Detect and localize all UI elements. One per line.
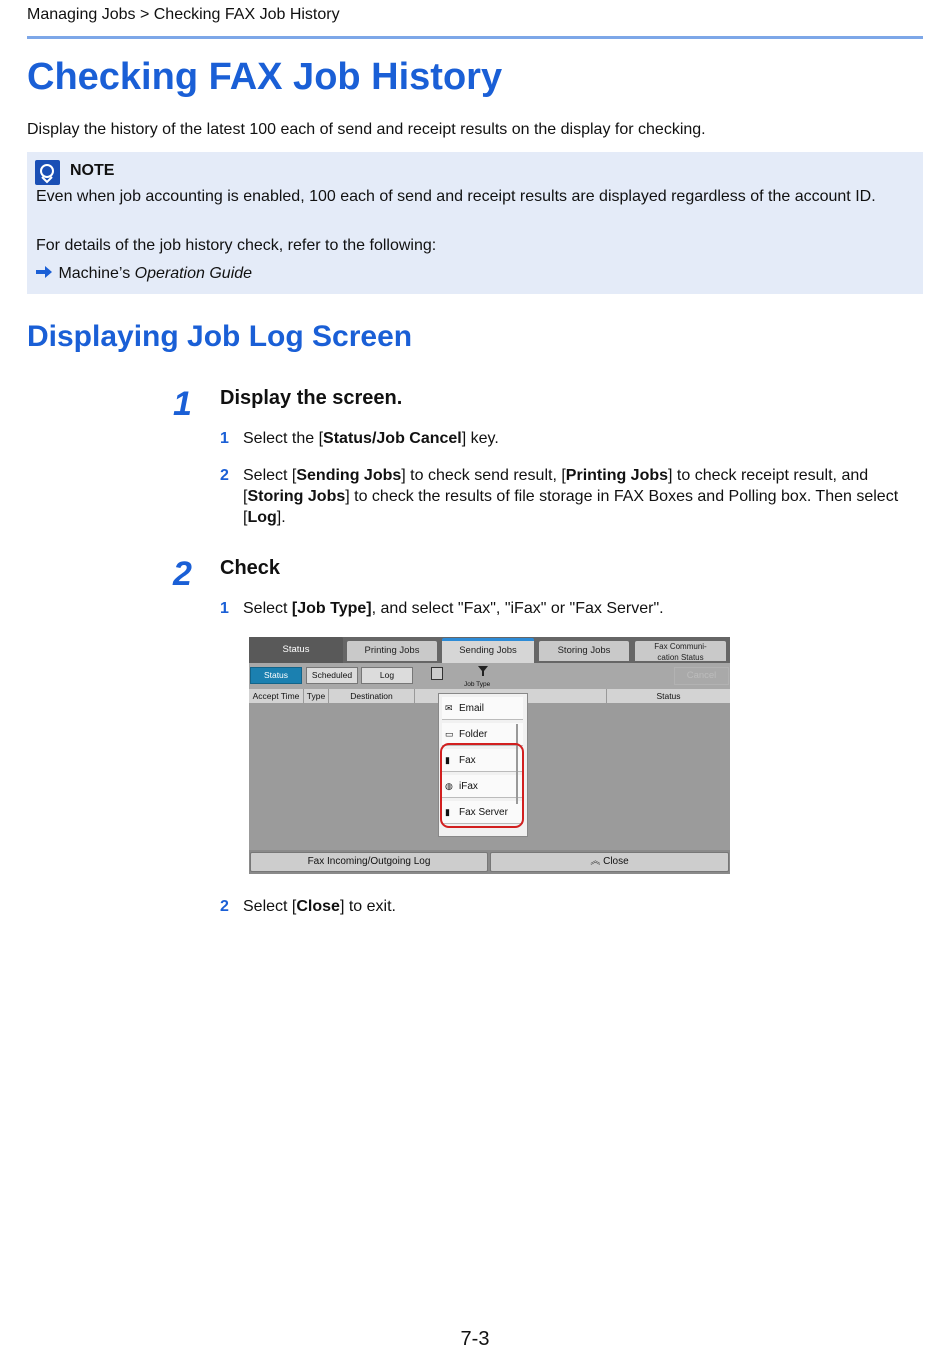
dropdown-item-ifax[interactable]: ◍ iFax [442, 775, 523, 798]
tab-storing-jobs[interactable]: Storing Jobs [539, 641, 629, 661]
highlight-outline [440, 743, 524, 828]
arrow-right-icon [36, 265, 54, 283]
note-reference: For details of the job history check, refer to the following: [36, 237, 437, 254]
step-number: 1 [173, 385, 192, 423]
status-button[interactable]: Status [250, 667, 302, 684]
list-icon[interactable] [431, 667, 443, 680]
intro-text: Display the history of the latest 100 each of send and receipt results on the display for checking. [27, 121, 706, 138]
column-status: Status [607, 689, 730, 703]
fax-log-button[interactable]: Fax Incoming/Outgoing Log [250, 852, 488, 872]
substep-number: 1 [220, 600, 229, 617]
bottom-bar [249, 850, 730, 874]
substep-text: Select [Close] to exit. [243, 898, 396, 915]
section-title: Displaying Job Log Screen [27, 320, 413, 353]
tab-printing-jobs[interactable]: Printing Jobs [347, 641, 437, 661]
chevron-up-icon: ︽ [590, 856, 604, 867]
step-number: 2 [173, 555, 192, 593]
column-accept-time: Accept Time [249, 689, 304, 703]
header-rule [27, 36, 923, 39]
tab-sending-jobs[interactable]: Sending Jobs [442, 638, 534, 664]
page-number: 7-3 [460, 1328, 490, 1350]
substep-text: Select [Sending Jobs] to check send result, [Printing Jobs] to check receipt result, and [Storing Jobs] to check the results of file storage in FAX Boxes and Polling box. Then select [Log]. [243, 467, 899, 526]
note-icon [35, 160, 60, 185]
note-heading: NOTE [70, 162, 115, 179]
fax-icon: ▮ [445, 755, 450, 765]
folder-icon: ▭ [445, 729, 454, 739]
link-title: Operation Guide [134, 265, 253, 282]
substep-number: 1 [220, 430, 229, 447]
step-title: Check [220, 557, 281, 579]
substep-number: 2 [220, 467, 229, 484]
cancel-button[interactable]: Cancel [674, 667, 729, 685]
dropdown-item-email[interactable]: ✉ Email [442, 697, 523, 720]
page-title: Checking FAX Job History [27, 56, 503, 98]
dropdown-item-folder[interactable]: ▭ Folder [442, 723, 523, 746]
breadcrumb: Managing Jobs > Checking FAX Job History [27, 6, 340, 23]
globe-icon: ◍ [445, 781, 453, 791]
substep-text: Select [Job Type], and select "Fax", "iFax" or "Fax Server". [243, 600, 664, 617]
column-destination: Destination [329, 689, 415, 703]
dropdown-item-fax[interactable]: ▮ Fax [442, 749, 523, 772]
link-prefix: Machine’s [58, 265, 135, 282]
substep-number: 2 [220, 898, 229, 915]
note-box [27, 152, 923, 294]
tab-fax-communication-status[interactable]: Fax Communi- cation Status [635, 641, 726, 661]
column-type: Type [304, 689, 329, 703]
reference-link[interactable] [36, 265, 252, 283]
tab-bar [249, 637, 730, 663]
close-button[interactable]: ︽ Close [490, 852, 729, 872]
job-log-screenshot [249, 637, 730, 874]
step-title: Display the screen. [220, 387, 403, 409]
fax-server-icon: ▮ [445, 807, 450, 817]
job-type-button[interactable]: Job Type [464, 681, 491, 688]
substep-text: Select the [Status/Job Cancel] key. [243, 430, 499, 447]
dropdown-item-fax-server[interactable]: ▮ Fax Server [442, 801, 523, 824]
log-button[interactable]: Log [361, 667, 413, 684]
tab-status[interactable]: Status [249, 637, 343, 663]
note-text: Even when job accounting is enabled, 100 each of send and receipt results are displayed regardless of the account ID. [36, 188, 876, 205]
scheduled-button[interactable]: Scheduled [306, 667, 358, 684]
filter-icon[interactable] [478, 666, 488, 679]
envelope-icon: ✉ [445, 703, 453, 713]
